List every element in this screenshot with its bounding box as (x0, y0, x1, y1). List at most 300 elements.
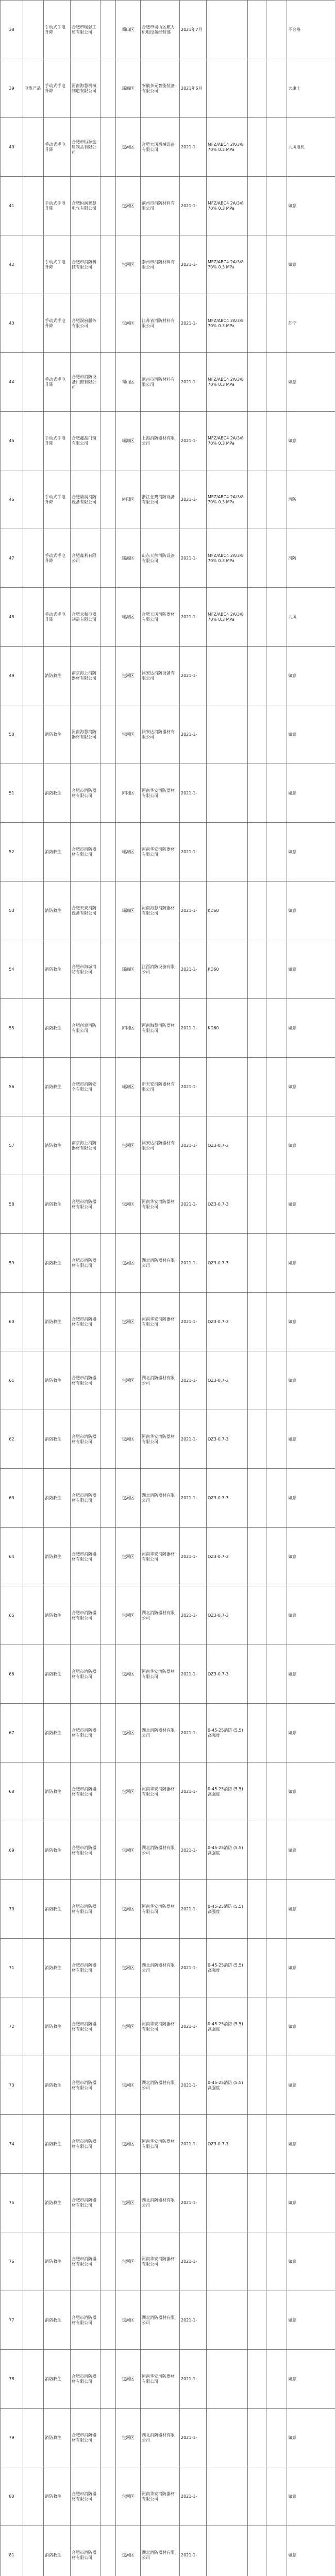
blank-cell-cell (100, 235, 116, 294)
blank-cell-cell (100, 59, 116, 118)
specification-cell: QZ3-0.7-3 (207, 1116, 248, 1175)
product-name-cell: 消防救生 (44, 2467, 71, 2526)
row-number-cell: 69 (1, 1821, 23, 1880)
district-cell: 包河区 (116, 1704, 141, 1762)
product-name-cell: 手动式手电升降 (44, 235, 71, 294)
row-number-cell: 78 (1, 2350, 23, 2409)
product-name-cell: 手动式手电升降 (44, 177, 71, 235)
product-name-cell: 消防救生 (44, 1645, 71, 1704)
seller-cell: 河南海慧消防器材有限公司 (141, 882, 180, 940)
row-number-cell: 80 (1, 2467, 23, 2526)
brand-cell: 如意 (287, 764, 335, 823)
extra-cell (248, 177, 266, 235)
blank-cell-cell (100, 2526, 116, 2576)
row-number-cell: 40 (1, 118, 23, 177)
extra-cell (248, 1880, 266, 1939)
result-flag-cell (266, 1058, 287, 1116)
production-date-cell: 2021-1- (180, 2467, 207, 2526)
seller-cell: 河南华安消防器材有限公司 (141, 2232, 180, 2291)
specification-cell (207, 705, 248, 764)
seller-cell: 合肥市蜀山区航力机电设备经营部 (141, 1, 180, 59)
brand-cell: 如意 (287, 2232, 335, 2291)
result-flag-cell (266, 353, 287, 412)
brand-cell: 如意 (287, 1704, 335, 1762)
result-flag-cell (266, 2526, 287, 2576)
result-flag-cell (266, 1704, 287, 1762)
row-group-cell (23, 294, 44, 353)
district-cell: 包河区 (116, 1586, 141, 1645)
table-row (1, 1234, 335, 1293)
row-group-cell (23, 470, 44, 529)
blank-cell-cell (100, 2467, 116, 2526)
result-flag-cell (266, 2409, 287, 2467)
row-group-cell (23, 764, 44, 823)
blank-cell-cell (100, 118, 116, 177)
production-date-cell: 2021-1- (180, 353, 207, 412)
product-name-cell: 消防救生 (44, 2526, 71, 2576)
specification-cell (207, 2467, 248, 2526)
manufacturer-cell: 合肥市消防器材有限公司 (71, 823, 100, 882)
production-date-cell: 2021-1- (180, 705, 207, 764)
extra-cell (248, 2291, 266, 2350)
result-flag-cell (266, 1234, 287, 1293)
extra-cell (248, 2409, 266, 2467)
production-date-cell: 2021-1- (180, 1762, 207, 1821)
seller-cell: 河南海慧消防器材有限公司 (141, 999, 180, 1058)
seller-cell: 泰州市消防材料有限公司 (141, 235, 180, 294)
row-number-cell: 44 (1, 353, 23, 412)
table-row (1, 235, 335, 294)
blank-cell-cell (100, 882, 116, 940)
row-group-cell (23, 1058, 44, 1116)
row-number-cell: 42 (1, 235, 23, 294)
table-row (1, 2291, 335, 2350)
table-row (1, 470, 335, 529)
row-group-cell (23, 823, 44, 882)
extra-cell (248, 353, 266, 412)
table-row (1, 1762, 335, 1821)
result-flag-cell (266, 470, 287, 529)
product-name-cell: 手动式手电升降 (44, 294, 71, 353)
manufacturer-cell: 合肥市消防器材有限公司 (71, 764, 100, 823)
product-name-cell: 消防救生 (44, 2350, 71, 2409)
seller-cell: 同安达消防设备有限公司 (141, 647, 180, 705)
table-row (1, 764, 335, 823)
product-name-cell: 消防救生 (44, 1586, 71, 1645)
specification-cell (207, 764, 248, 823)
product-name-cell: 消防救生 (44, 1762, 71, 1821)
manufacturer-cell: 合肥市消防器材有限公司 (71, 2056, 100, 2115)
production-date-cell: 2021年6月 (180, 59, 207, 118)
product-name-cell: 消防救生 (44, 2232, 71, 2291)
district-cell: 瑶海区 (116, 588, 141, 647)
row-number-cell: 52 (1, 823, 23, 882)
blank-cell-cell (100, 1528, 116, 1586)
table-row (1, 1528, 335, 1586)
product-name-cell: 消防救生 (44, 999, 71, 1058)
blank-cell-cell (100, 2115, 116, 2174)
specification-cell: MFZ/ABC4 2A/3/8 70% 0.3 MPa (207, 235, 248, 294)
specification-cell (207, 59, 248, 118)
extra-cell (248, 1645, 266, 1704)
row-number-cell: 45 (1, 412, 23, 470)
product-name-cell: 消防救生 (44, 647, 71, 705)
product-name-cell: 消防救生 (44, 1704, 71, 1762)
production-date-cell: 2021-1- (180, 2350, 207, 2409)
specification-cell: QZ3-0.7-3 (207, 1410, 248, 1469)
manufacturer-cell: 合肥市消防器材有限公司 (71, 2467, 100, 2526)
table-row (1, 412, 335, 470)
specification-cell: MFZ/ABC4 2A/3/8 70% 0.3 MPa (207, 529, 248, 588)
blank-cell-cell (100, 2350, 116, 2409)
specification-cell (207, 2350, 248, 2409)
table-row (1, 294, 335, 353)
brand-cell: 如意 (287, 2174, 335, 2232)
manufacturer-cell: 合肥鑫磊门窗有限公司 (71, 412, 100, 470)
blank-cell-cell (100, 2291, 116, 2350)
specification-cell: QZ3-0.7-3 (207, 2115, 248, 2174)
district-cell: 包河区 (116, 294, 141, 353)
manufacturer-cell: 合肥市海城消防有限公司 (71, 940, 100, 999)
product-name-cell: 消防救生 (44, 823, 71, 882)
production-date-cell: 2021-1- (180, 294, 207, 353)
production-date-cell: 2021-1- (180, 529, 207, 588)
result-flag-cell (266, 1175, 287, 1234)
row-group-cell (23, 1469, 44, 1528)
blank-cell-cell (100, 588, 116, 647)
district-cell: 包河区 (116, 2232, 141, 2291)
table-row (1, 59, 335, 118)
seller-cell: 湖北消防器材有限公司 (141, 1704, 180, 1762)
seller-cell: 河南华安消防器材有限公司 (141, 1880, 180, 1939)
row-group-cell (23, 1410, 44, 1469)
extra-cell (248, 1351, 266, 1410)
production-date-cell: 2021-1- (180, 470, 207, 529)
production-date-cell: 2021-1- (180, 1528, 207, 1586)
district-cell: 包河区 (116, 1410, 141, 1469)
row-group-cell (23, 999, 44, 1058)
blank-cell-cell (100, 2409, 116, 2467)
table-row (1, 529, 335, 588)
brand-cell: 如意 (287, 2291, 335, 2350)
district-cell: 包河区 (116, 118, 141, 177)
manufacturer-cell: 合肥市消防器材有限公司 (71, 2409, 100, 2467)
product-name-cell: 消防救生 (44, 2174, 71, 2232)
district-cell: 包河区 (116, 1821, 141, 1880)
product-name-cell: 手动式手电升降 (44, 412, 71, 470)
table-row (1, 2526, 335, 2576)
production-date-cell: 2021-1- (180, 118, 207, 177)
production-date-cell: 2021-1- (180, 235, 207, 294)
brand-cell: 如意 (287, 2409, 335, 2467)
seller-cell: 新天安消防器材有限公司 (141, 1058, 180, 1116)
row-group-cell (23, 2526, 44, 2576)
result-flag-cell (266, 1939, 287, 1997)
row-number-cell: 53 (1, 882, 23, 940)
district-cell: 瑶海区 (116, 823, 141, 882)
extra-cell (248, 2174, 266, 2232)
row-group-cell (23, 1351, 44, 1410)
table-row (1, 1351, 335, 1410)
seller-cell: 湖北消防器材有限公司 (141, 1351, 180, 1410)
table-row (1, 705, 335, 764)
result-flag-cell (266, 2350, 287, 2409)
brand-cell: 如意 (287, 2056, 335, 2115)
brand-cell: 如意 (287, 823, 335, 882)
specification-cell (207, 2291, 248, 2350)
extra-cell (248, 705, 266, 764)
row-number-cell: 59 (1, 1234, 23, 1293)
specification-cell: QZ3-0.7-3 (207, 1351, 248, 1410)
manufacturer-cell: 合肥市消防器材有限公司 (71, 1997, 100, 2056)
row-number-cell: 65 (1, 1586, 23, 1645)
district-cell: 包河区 (116, 235, 141, 294)
manufacturer-cell: 合肥市消防器材有限公司 (71, 2115, 100, 2174)
table-row (1, 2115, 335, 2174)
manufacturer-cell: 合肥鑫利有限公司 (71, 529, 100, 588)
product-name-cell: 消防救生 (44, 1293, 71, 1351)
seller-cell: 湖北消防器材有限公司 (141, 1586, 180, 1645)
manufacturer-cell: 南京海上消防器材有限公司 (71, 647, 100, 705)
table-row (1, 1997, 335, 2056)
row-group-cell (23, 2115, 44, 2174)
result-flag-cell (266, 1586, 287, 1645)
result-flag-cell (266, 1116, 287, 1175)
specification-cell: QZ3-0.7-3 (207, 1586, 248, 1645)
extra-cell (248, 2232, 266, 2291)
blank-cell-cell (100, 1997, 116, 2056)
result-flag-cell (266, 1528, 287, 1586)
table-row (1, 2056, 335, 2115)
district-cell: 包河区 (116, 1939, 141, 1997)
specification-cell: 0-45-25消防 (5.5)高强度 (207, 1939, 248, 1997)
product-name-cell: 消防救生 (44, 940, 71, 999)
row-group-cell (23, 1704, 44, 1762)
blank-cell-cell (100, 999, 116, 1058)
specification-cell: MFZ/ABC4 2A/3/8 70% 0.3 MPa (207, 470, 248, 529)
table-row (1, 588, 335, 647)
extra-cell (248, 529, 266, 588)
extra-cell (248, 1234, 266, 1293)
row-group-cell (23, 1880, 44, 1939)
table-row (1, 1939, 335, 1997)
manufacturer-cell: 合肥市消防科技有限公司 (71, 235, 100, 294)
extra-cell (248, 1762, 266, 1821)
table-row (1, 2232, 335, 2291)
brand-cell: 消防 (287, 470, 335, 529)
district-cell: 包河区 (116, 1234, 141, 1293)
table-row (1, 1469, 335, 1528)
specification-cell (207, 647, 248, 705)
table-row (1, 2174, 335, 2232)
table-row (1, 1645, 335, 1704)
extra-cell (248, 1528, 266, 1586)
seller-cell: 河南华安消防器材有限公司 (141, 823, 180, 882)
manufacturer-cell: 合肥市恒源金属制品有限公司 (71, 118, 100, 177)
extra-cell (248, 1586, 266, 1645)
manufacturer-cell: 合肥市消防设备门窗有限公司 (71, 353, 100, 412)
production-date-cell: 2021-1- (180, 2291, 207, 2350)
district-cell: 瑶海区 (116, 529, 141, 588)
brand-cell: 消防 (287, 529, 335, 588)
blank-cell-cell (100, 470, 116, 529)
row-group-cell (23, 1821, 44, 1880)
production-date-cell: 2021-1- (180, 2056, 207, 2115)
extra-cell (248, 1939, 266, 1997)
extra-cell (248, 235, 266, 294)
specification-cell: QZ3-0.7-3 (207, 1528, 248, 1586)
row-number-cell: 58 (1, 1175, 23, 1234)
production-date-cell: 2021-1- (180, 1116, 207, 1175)
result-flag-cell (266, 529, 287, 588)
extra-cell (248, 647, 266, 705)
row-number-cell: 56 (1, 1058, 23, 1116)
brand-cell: 如意 (287, 1175, 335, 1234)
result-flag-cell (266, 2291, 287, 2350)
district-cell: 瑶海区 (116, 412, 141, 470)
district-cell: 包河区 (116, 1997, 141, 2056)
product-name-cell: 手动式手电升降 (44, 1, 71, 59)
result-flag-cell (266, 823, 287, 882)
production-date-cell: 2021年7月 (180, 1, 207, 59)
table-row (1, 353, 335, 412)
extra-cell (248, 999, 266, 1058)
specification-cell (207, 1, 248, 59)
row-number-cell: 75 (1, 2174, 23, 2232)
row-number-cell: 41 (1, 177, 23, 235)
manufacturer-cell: 合肥市消防器材有限公司 (71, 1410, 100, 1469)
table-row (1, 1821, 335, 1880)
row-group-cell (23, 1293, 44, 1351)
row-number-cell: 43 (1, 294, 23, 353)
manufacturer-cell: 合肥市瑞强工贸有限公司 (71, 1, 100, 59)
seller-cell: 上海消防器材有限公司 (141, 412, 180, 470)
production-date-cell: 2021-1- (180, 1293, 207, 1351)
production-date-cell: 2021-1- (180, 764, 207, 823)
extra-cell (248, 59, 266, 118)
table-row (1, 2467, 335, 2526)
product-name-cell: 手动式手电升降 (44, 470, 71, 529)
blank-cell-cell (100, 1939, 116, 1997)
production-date-cell: 2021-1- (180, 1821, 207, 1880)
result-flag-cell (266, 2056, 287, 2115)
product-name-cell: 消防救生 (44, 1469, 71, 1528)
result-flag-cell (266, 999, 287, 1058)
result-flag-cell (266, 2115, 287, 2174)
result-flag-cell (266, 1880, 287, 1939)
seller-cell: 安徽多元智能装备有限公司 (141, 59, 180, 118)
manufacturer-cell: 合肥市消防器材有限公司 (71, 1939, 100, 1997)
manufacturer-cell: 合肥市消防器材有限公司 (71, 1762, 100, 1821)
production-date-cell: 2021-1- (180, 1469, 207, 1528)
product-name-cell: 消防救生 (44, 2056, 71, 2115)
extra-cell (248, 2350, 266, 2409)
blank-cell-cell (100, 764, 116, 823)
row-group-cell (23, 2056, 44, 2115)
result-flag-cell (266, 588, 287, 647)
result-flag-cell (266, 1469, 287, 1528)
specification-cell: 0-45-25消防 (5.5)高强度 (207, 1880, 248, 1939)
result-flag-cell (266, 1, 287, 59)
seller-cell: 湖北消防器材有限公司 (141, 1939, 180, 1997)
table-row (1, 940, 335, 999)
blank-cell-cell (100, 177, 116, 235)
production-date-cell: 2021-1- (180, 1410, 207, 1469)
row-number-cell: 57 (1, 1116, 23, 1175)
brand-cell: 苏宁 (287, 294, 335, 353)
row-number-cell: 72 (1, 1997, 23, 2056)
brand-cell: 如意 (287, 1410, 335, 1469)
row-number-cell: 38 (1, 1, 23, 59)
row-group-cell (23, 2350, 44, 2409)
result-flag-cell (266, 764, 287, 823)
manufacturer-cell: 合肥市消防器材有限公司 (71, 1704, 100, 1762)
seller-cell: 河南华安消防器材有限公司 (141, 1997, 180, 2056)
blank-cell-cell (100, 1762, 116, 1821)
specification-cell: QZ3-0.7-3 (207, 1645, 248, 1704)
brand-cell: 如意 (287, 1293, 335, 1351)
result-flag-cell (266, 2174, 287, 2232)
brand-cell: 如意 (287, 1234, 335, 1293)
extra-cell (248, 1116, 266, 1175)
manufacturer-cell: 合肥天安消防设备有限公司 (71, 882, 100, 940)
manufacturer-cell: 合肥市消防器材有限公司 (71, 1821, 100, 1880)
district-cell: 庐阳区 (116, 764, 141, 823)
row-group-cell (23, 1528, 44, 1586)
district-cell: 包河区 (116, 2115, 141, 2174)
product-name-cell: 手动式手电升降 (44, 59, 71, 118)
row-number-cell: 51 (1, 764, 23, 823)
brand-cell: 如意 (287, 1880, 335, 1939)
table-row (1, 1, 335, 59)
row-group-cell (23, 940, 44, 999)
manufacturer-cell: 合肥恒润智慧电气有限公司 (71, 177, 100, 235)
blank-cell-cell (100, 1586, 116, 1645)
extra-cell (248, 2526, 266, 2576)
district-cell: 包河区 (116, 2409, 141, 2467)
brand-cell: 大风 (287, 588, 335, 647)
row-group-cell (23, 1645, 44, 1704)
blank-cell-cell (100, 353, 116, 412)
brand-cell: 如意 (287, 647, 335, 705)
product-name-cell: 消防救生 (44, 1821, 71, 1880)
production-date-cell: 2021-1- (180, 2409, 207, 2467)
blank-cell-cell (100, 1, 116, 59)
specification-cell: QZ3-0.7-3 (207, 1175, 248, 1234)
table-row (1, 1704, 335, 1762)
specification-cell (207, 1058, 248, 1116)
manufacturer-cell: 合肥市消防器材有限公司 (71, 1351, 100, 1410)
brand-cell: 如意 (287, 940, 335, 999)
row-number-cell: 55 (1, 999, 23, 1058)
district-cell: 包河区 (116, 2174, 141, 2232)
row-group-cell (23, 1586, 44, 1645)
district-cell: 包河区 (116, 2467, 141, 2526)
blank-cell-cell (100, 1704, 116, 1762)
manufacturer-cell: 合肥洞府服务有限公司 (71, 294, 100, 353)
extra-cell (248, 1704, 266, 1762)
district-cell: 包河区 (116, 177, 141, 235)
blank-cell-cell (100, 1821, 116, 1880)
result-flag-cell (266, 118, 287, 177)
row-number-cell: 74 (1, 2115, 23, 2174)
district-cell: 庐阳区 (116, 470, 141, 529)
brand-cell: 如意 (287, 1997, 335, 2056)
extra-cell (248, 118, 266, 177)
production-date-cell: 2021-1- (180, 177, 207, 235)
seller-cell: 河南华安消防器材有限公司 (141, 1528, 180, 1586)
manufacturer-cell: 合肥市消防器材有限公司 (71, 2526, 100, 2576)
